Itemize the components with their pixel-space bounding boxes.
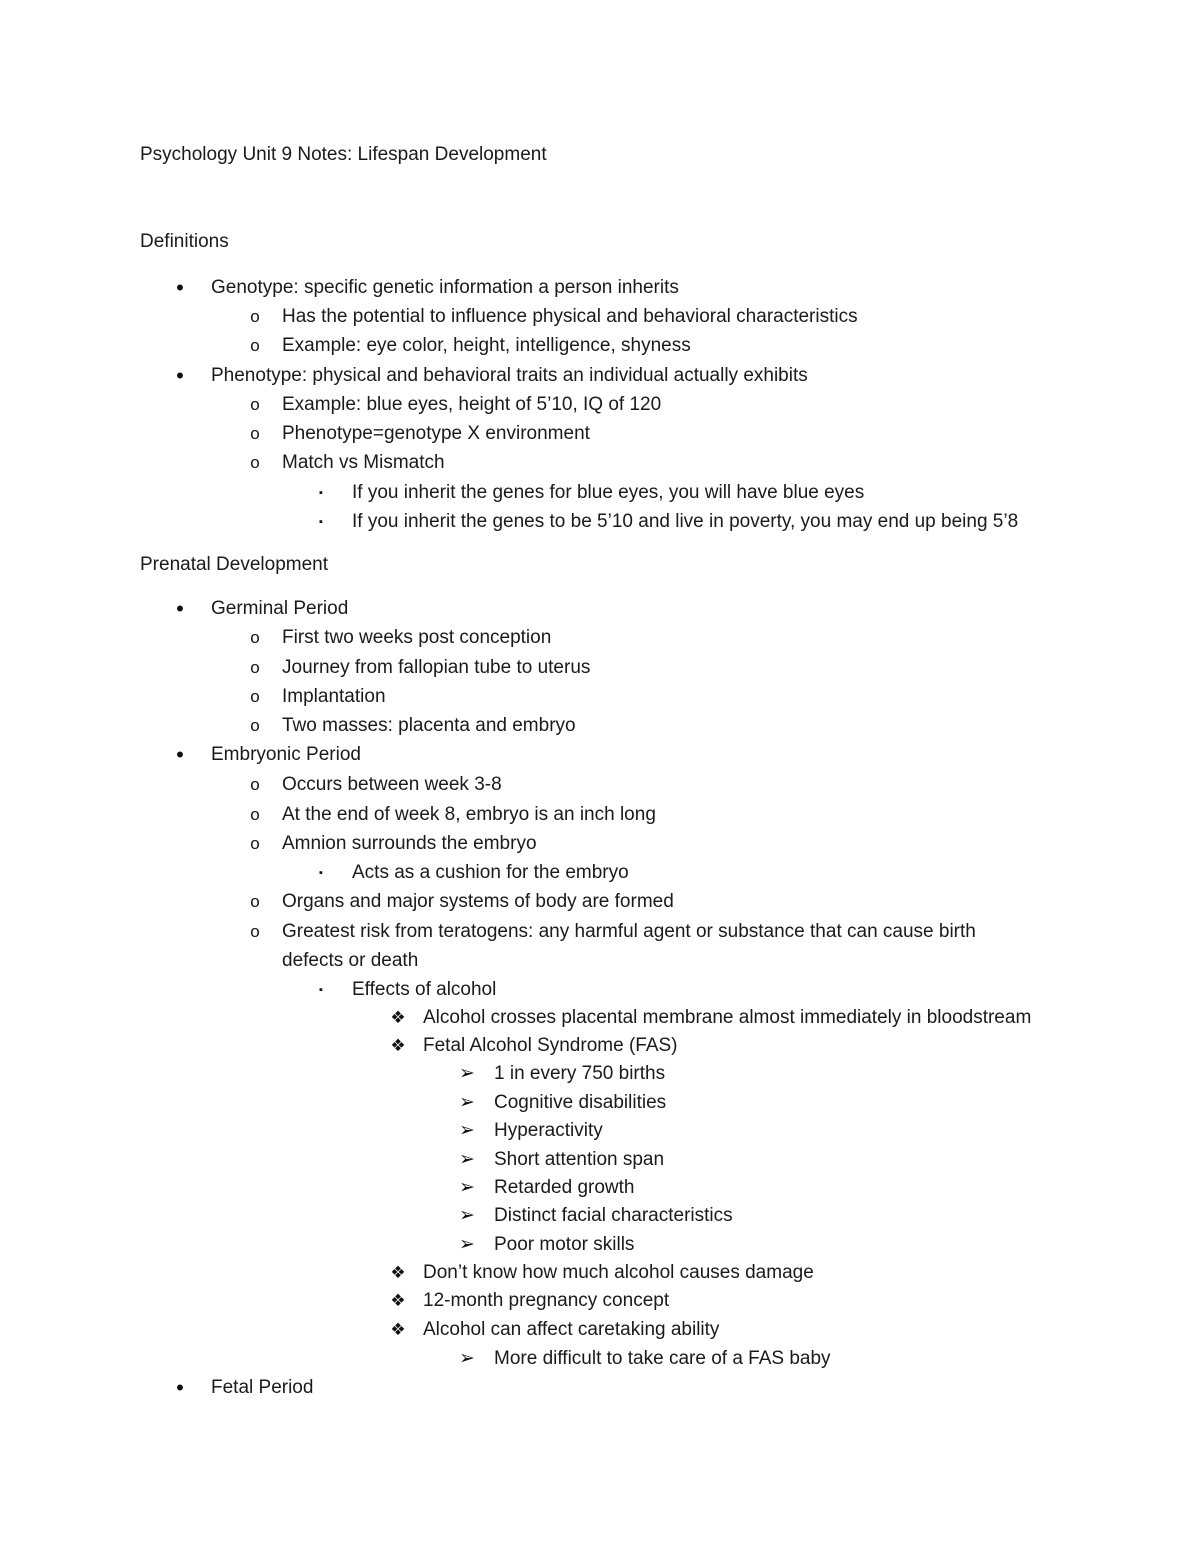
list-item: Alcohol can affect caretaking ability [423, 1319, 720, 1340]
bullet-circle-icon: o [250, 453, 260, 472]
list-item: More difficult to take care of a FAS baby [494, 1348, 831, 1369]
bullet-square-icon: ▪ [319, 487, 323, 499]
list-item: Match vs Mismatch [282, 452, 445, 473]
list-item: Short attention span [494, 1149, 665, 1170]
list-item: Greatest risk from teratogens: any harmful agent or substance that can cause birth [282, 921, 976, 942]
bullet-arrow-icon: ➢ [459, 1205, 475, 1226]
bullet-circle-icon: o [250, 687, 260, 706]
list-item: Amnion surrounds the embryo [282, 833, 537, 854]
list-item: Hyperactivity [494, 1120, 603, 1141]
bullet-circle-icon: o [250, 658, 260, 677]
bullet-circle-icon: o [250, 307, 260, 326]
bullet-dot-icon: • [176, 275, 184, 300]
list-item: Don’t know how much alcohol causes damage [423, 1262, 814, 1283]
list-item: Two masses: placenta and embryo [282, 715, 576, 736]
bullet-arrow-icon: ➢ [459, 1120, 475, 1141]
bullet-circle-icon: o [250, 834, 260, 853]
list-item: If you inherit the genes for blue eyes, you will have blue eyes [352, 482, 865, 503]
bullet-dot-icon: • [176, 596, 184, 621]
list-item: Organs and major systems of body are formed [282, 891, 674, 912]
list-item: Occurs between week 3-8 [282, 774, 502, 795]
bullet-dot-icon: • [176, 742, 184, 767]
bullet-arrow-icon: ➢ [459, 1063, 475, 1084]
list-item: Phenotype: physical and behavioral traits an individual actually exhibits [211, 365, 808, 386]
bullet-arrow-icon: ➢ [459, 1234, 475, 1255]
list-item: 1 in every 750 births [494, 1063, 666, 1084]
bullet-circle-icon: o [250, 892, 260, 911]
list-item: Phenotype=genotype X environment [282, 423, 590, 444]
section-heading-prenatal: Prenatal Development [140, 554, 328, 575]
list-item: Cognitive disabilities [494, 1092, 667, 1113]
bullet-arrow-icon: ➢ [459, 1177, 475, 1198]
bullet-arrow-icon: ➢ [459, 1348, 475, 1369]
list-item: Alcohol crosses placental membrane almost immediately in bloodstream [423, 1007, 1032, 1028]
list-item: Effects of alcohol [352, 979, 497, 1000]
list-item: Example: eye color, height, intelligence, shyness [282, 335, 691, 356]
bullet-dot-icon: • [176, 363, 184, 388]
list-item: Implantation [282, 686, 386, 707]
bullet-circle-icon: o [250, 805, 260, 824]
bullet-diamond-icon: ❖ [390, 1263, 406, 1282]
bullet-square-icon: ▪ [319, 867, 323, 879]
list-item: 12-month pregnancy concept [423, 1290, 670, 1311]
list-item: First two weeks post conception [282, 627, 552, 648]
list-item: Embryonic Period [211, 744, 361, 765]
list-item: At the end of week 8, embryo is an inch long [282, 804, 656, 825]
list-item: If you inherit the genes to be 5’10 and live in poverty, you may end up being 5’8 [352, 511, 1019, 532]
list-item: Genotype: specific genetic information a person inherits [211, 277, 679, 298]
list-item: Poor motor skills [494, 1234, 635, 1255]
list-item: Distinct facial characteristics [494, 1205, 733, 1226]
bullet-diamond-icon: ❖ [390, 1008, 406, 1027]
bullet-circle-icon: o [250, 395, 260, 414]
bullet-circle-icon: o [250, 336, 260, 355]
section-heading-definitions: Definitions [140, 231, 229, 252]
bullet-arrow-icon: ➢ [459, 1092, 475, 1113]
bullet-circle-icon: o [250, 775, 260, 794]
bullet-circle-icon: o [250, 628, 260, 647]
bullet-diamond-icon: ❖ [390, 1291, 406, 1310]
list-item-continuation: defects or death [282, 950, 419, 971]
bullet-circle-icon: o [250, 716, 260, 735]
list-item: Fetal Alcohol Syndrome (FAS) [423, 1035, 678, 1056]
bullet-arrow-icon: ➢ [459, 1149, 475, 1170]
document-title: Psychology Unit 9 Notes: Lifespan Development [140, 144, 547, 165]
list-item: Journey from fallopian tube to uterus [282, 657, 591, 678]
list-item: Retarded growth [494, 1177, 635, 1198]
list-item: Fetal Period [211, 1377, 314, 1398]
list-item: Acts as a cushion for the embryo [352, 862, 629, 883]
bullet-circle-icon: o [250, 424, 260, 443]
bullet-diamond-icon: ❖ [390, 1036, 406, 1055]
bullet-square-icon: ▪ [319, 984, 323, 996]
list-item: Has the potential to influence physical and behavioral characteristics [282, 306, 858, 327]
bullet-diamond-icon: ❖ [390, 1320, 406, 1339]
list-item: Example: blue eyes, height of 5’10, IQ of 120 [282, 394, 662, 415]
bullet-dot-icon: • [176, 1375, 184, 1400]
bullet-circle-icon: o [250, 922, 260, 941]
bullet-square-icon: ▪ [319, 516, 323, 528]
list-item: Germinal Period [211, 598, 349, 619]
